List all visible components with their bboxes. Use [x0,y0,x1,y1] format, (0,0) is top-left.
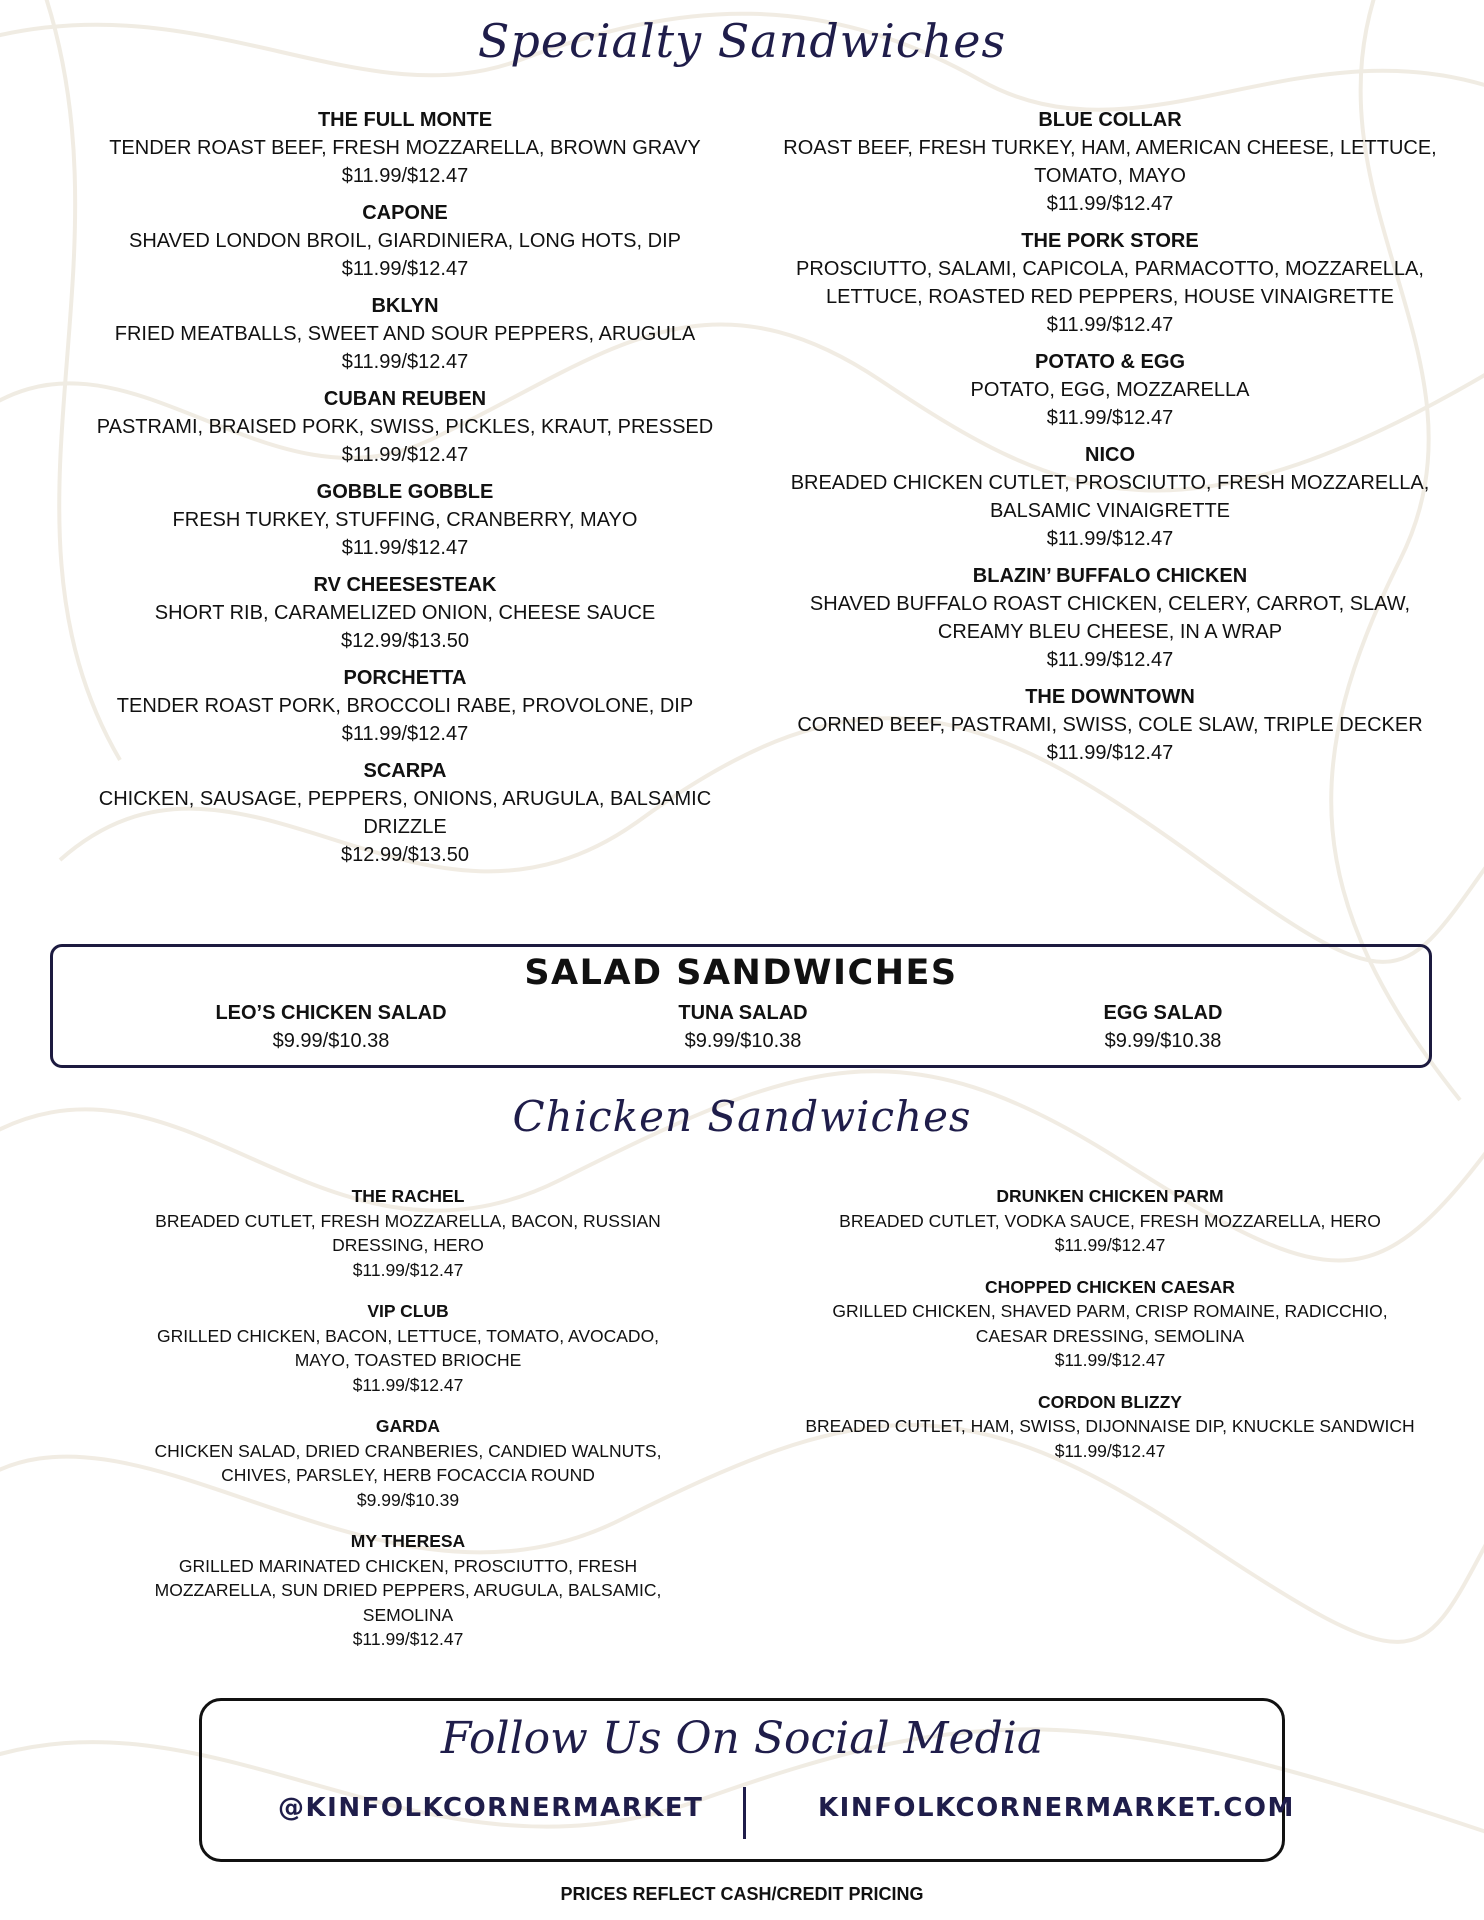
menu-item [130,1184,686,1282]
menu-item [130,1414,686,1512]
social-media-box [199,1698,1295,1862]
salad-item-price: $9.99/$10.38 [272,1030,390,1052]
menu-item-name: CHOPPED CHICKEN CAESAR [985,1276,1235,1297]
salad-section-title: SALAD SANDWICHES [524,953,958,993]
menu-item-price: $11.99/$12.47 [352,1629,464,1649]
menu-item-description: POTATO, EGG, MOZZARELLA [970,379,1250,401]
menu-item-description: SHAVED BUFFALO ROAST CHICKEN, CELERY, CARROT, SLAW, CREAMY BLEU CHEESE, IN A WRAP [809,593,1411,643]
chicken-left-column [130,1184,686,1669]
social-divider [743,1787,746,1839]
menu-item-description: SHORT RIB, CARAMELIZED ONION, CHEESE SAUCE [154,602,656,624]
menu-item [90,199,720,283]
menu-item-price: $11.99/$12.47 [341,258,469,280]
menu-item-description: TENDER ROAST BEEF, FRESH MOZZARELLA, BROWN GRAVY [109,137,701,159]
menu-item-description: FRIED MEATBALLS, SWEET AND SOUR PEPPERS, ARUGULA [114,323,696,345]
menu-item [130,1299,686,1397]
menu-item-description: CORNED BEEF, PASTRAMI, SWISS, COLE SLAW, TRIPLE DECKER [797,714,1423,736]
menu-item-name: GOBBLE GOBBLE [316,481,494,503]
menu-item-price: $11.99/$12.47 [1046,649,1174,671]
menu-item [90,478,720,562]
menu-item [90,385,720,469]
menu-item-name: CORDON BLIZZY [1038,1391,1182,1412]
menu-item-description: FRESH TURKEY, STUFFING, CRANBERRY, MAYO [172,509,638,531]
menu-item-price: $11.99/$12.47 [1054,1440,1166,1461]
menu-item-price: $11.99/$12.47 [1046,528,1174,550]
menu-item-price: $11.99/$12.47 [341,537,469,559]
menu-item-price: $11.99/$12.47 [1054,1235,1166,1255]
menu-item [130,1529,686,1652]
website-link[interactable]: KINFOLKCORNERMARKET.COM [818,1793,1295,1823]
menu-item-name: THE FULL MONTE [317,109,493,131]
menu-item-name: SCARPA [363,760,447,782]
social-title: Follow Us On Social Media [440,1713,1044,1764]
menu-item-name: CAPONE [362,202,448,224]
salad-item-price: $9.99/$10.38 [1104,1030,1222,1052]
menu-item [772,441,1448,553]
menu-item-name: CUBAN REUBEN [323,388,487,410]
menu-item-name: NICO [1085,444,1135,466]
menu-item [800,1390,1420,1464]
menu-item [90,292,720,376]
menu-item-name: RV CHEESESTEAK [313,574,497,596]
instagram-handle-link[interactable]: @KINFOLKCORNERMARKET [278,1793,704,1823]
menu-item-description: GRILLED CHICKEN, SHAVED PARM, CRISP ROMAINE, RADICCHIO, CAESAR DRESSING, SEMOLINA [832,1301,1388,1346]
salad-sandwiches-box [50,944,1432,1068]
menu-item-name: POTATO & EGG [1034,351,1185,373]
menu-item [772,106,1448,218]
menu-item-description: CHICKEN, SAUSAGE, PEPPERS, ONIONS, ARUGULA, BALSAMIC DRIZZLE [98,788,712,838]
menu-item [90,757,720,869]
menu-item-price: $11.99/$12.47 [1046,407,1174,429]
pricing-footnote: PRICES REFLECT CASH/CREDIT PRICING [560,1884,924,1904]
salad-item-price: $9.99/$10.38 [684,1030,802,1052]
menu-item [90,571,720,655]
menu-item-description: CHICKEN SALAD, DRIED CRANBERIES, CANDIED WALNUTS, CHIVES, PARSLEY, HERB FOCACCIA ROUND [154,1440,662,1485]
specialty-right-column [772,106,1448,776]
menu-item-price: $11.99/$12.47 [1054,1350,1166,1370]
menu-item-price: $11.99/$12.47 [1046,193,1174,215]
menu-item-price: $11.99/$12.47 [341,165,469,187]
menu-item-description: BREADED CUTLET, VODKA SAUCE, FRESH MOZZARELLA, HERO [839,1210,1381,1231]
menu-item-price: $12.99/$13.50 [341,844,469,866]
menu-item-price: $11.99/$12.47 [352,1259,464,1280]
menu-item-name: MY THERESA [350,1531,466,1551]
menu-item [90,106,720,190]
menu-item-description: PASTRAMI, BRAISED PORK, SWISS, PICKLES, KRAUT, PRESSED [96,416,714,438]
menu-item-price: $11.99/$12.47 [341,444,469,466]
menu-item-description: PROSCIUTTO, SALAMI, CAPICOLA, PARMACOTTO, MOZZARELLA, LETTUCE, ROASTED RED PEPPERS, HOUSE VINAIGRETTE [796,258,1424,308]
chicken-section-title: Chicken Sandwiches [512,1092,972,1141]
menu-item-description: GRILLED MARINATED CHICKEN, PROSCIUTTO, FRESH MOZZARELLA, SUN DRIED PEPPERS, ARUGULA, BALSAMIC, SEMOLINA [154,1555,662,1625]
menu-item-price: $11.99/$12.47 [352,1374,464,1395]
menu-item-name: THE PORK STORE [1021,230,1199,252]
menu-item-name: PORCHETTA [343,667,467,689]
specialty-left-column [90,106,720,878]
menu-item-name: BKLYN [371,295,439,317]
menu-item-price: $11.99/$12.47 [341,351,469,373]
menu-item [772,227,1448,339]
menu-item [772,562,1448,674]
menu-item-name: DRUNKEN CHICKEN PARM [996,1186,1224,1206]
menu-item-price: $11.99/$12.47 [1046,314,1174,336]
menu-item [772,348,1448,432]
menu-item-description: ROAST BEEF, FRESH TURKEY, HAM, AMERICAN CHEESE, LETTUCE, TOMATO, MAYO [783,137,1437,187]
menu-item-description: GRILLED CHICKEN, BACON, LETTUCE, TOMATO, AVOCADO, MAYO, TOASTED BRIOCHE [156,1325,660,1370]
menu-item-price: $12.99/$13.50 [341,630,469,652]
menu-item [90,664,720,748]
menu-item-name: BLAZIN’ BUFFALO CHICKEN [972,565,1248,587]
salad-item [151,999,511,1055]
menu-item-description: BREADED CHICKEN CUTLET, PROSCIUTTO, FRESH MOZZARELLA, BALSAMIC VINAIGRETTE [790,472,1430,522]
menu-item-name: THE RACHEL [351,1186,465,1206]
salad-item-name: TUNA SALAD [678,1002,808,1024]
menu-item-name: GARDA [375,1416,441,1436]
salad-item-name: LEO’S CHICKEN SALAD [215,1002,447,1024]
menu-item [772,683,1448,767]
menu-item-name: THE DOWNTOWN [1025,686,1195,708]
chicken-right-column [800,1184,1420,1480]
menu-item-description: BREADED CUTLET, FRESH MOZZARELLA, BACON, RUSSIAN DRESSING, HERO [155,1210,661,1255]
menu-item-name: VIP CLUB [367,1301,449,1321]
salad-item [563,999,923,1055]
menu-item [800,1184,1420,1258]
specialty-section-title: Specialty Sandwiches [477,14,1007,68]
menu-item-name: BLUE COLLAR [1038,109,1182,131]
menu-item-description: BREADED CUTLET, HAM, SWISS, DIJONNAISE DIP, KNUCKLE SANDWICH [805,1416,1415,1436]
menu-item-price: $11.99/$12.47 [341,723,469,745]
salad-item-name: EGG SALAD [1103,1002,1223,1024]
menu-item-description: SHAVED LONDON BROIL, GIARDINIERA, LONG HOTS, DIP [129,230,681,252]
menu-item-description: TENDER ROAST PORK, BROCCOLI RABE, PROVOLONE, DIP [116,695,694,717]
salad-item [983,999,1343,1055]
menu-item-price: $11.99/$12.47 [1046,742,1174,764]
menu-item [800,1275,1420,1373]
menu-item-price: $9.99/$10.39 [356,1489,460,1510]
